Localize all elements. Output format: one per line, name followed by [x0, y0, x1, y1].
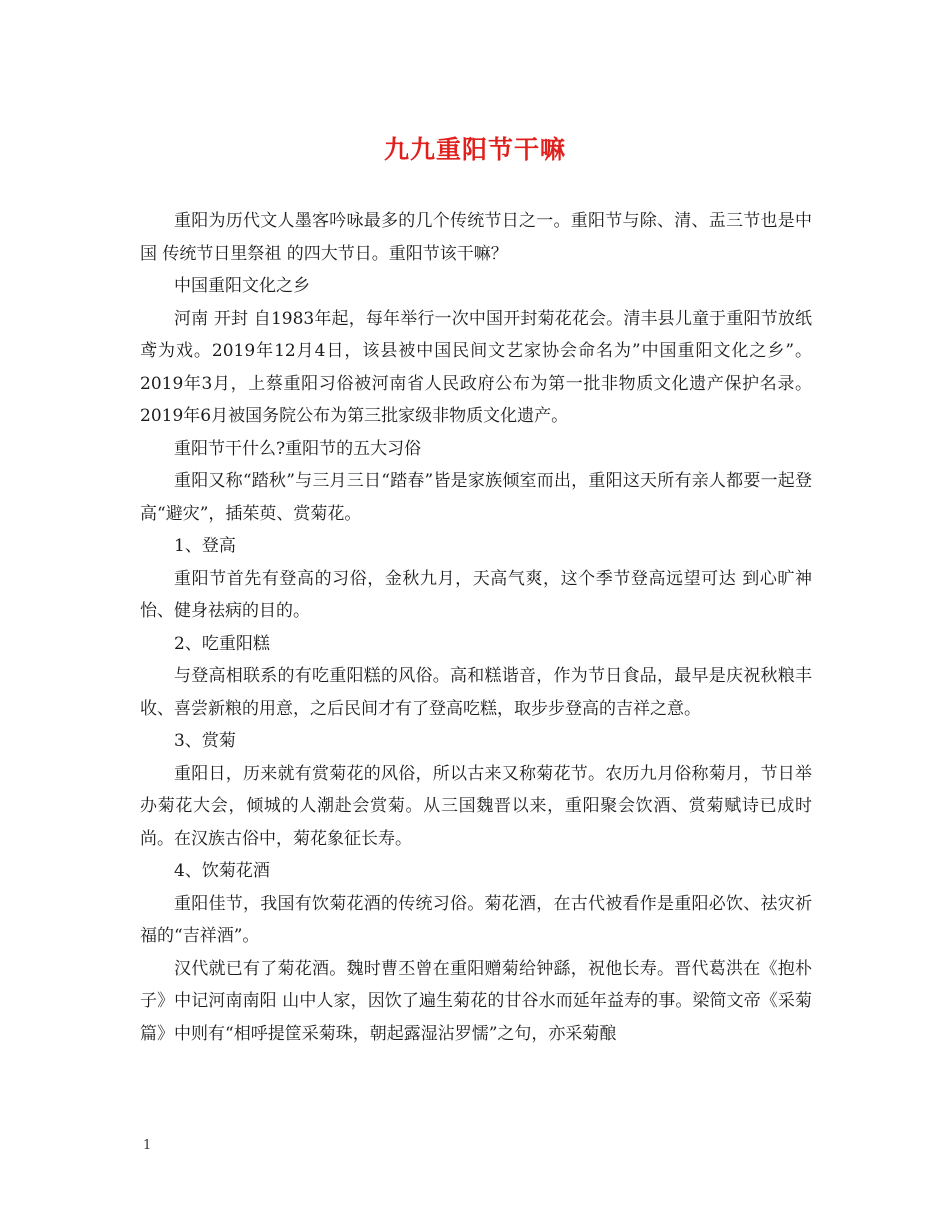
- section-heading: 4、饮菊花酒: [174, 861, 270, 881]
- paragraph: 重阳节首先有登高的习俗，金秋九月，天高气爽，这个季节登高远望可达 到心旷神怡、健身祛病的目的。: [140, 568, 812, 621]
- page-title: 九九重阳节干嘛: [383, 135, 566, 164]
- section-heading: 1、登高: [174, 536, 236, 556]
- paragraph: 重阳又称“踏秋”与三月三日“踏春”皆是家族倾室而出，重阳这天所有亲人都要一起登高“避灾”，插茱萸、赏菊花。: [140, 471, 812, 524]
- section-heading: 2、吃重阳糕: [174, 633, 270, 654]
- section-heading: 3、赏菊: [174, 731, 236, 751]
- paragraph: 重阳佳节，我国有饮菊花酒的传统习俗。菊花酒，在古代被看作是重阳必饮、祛灾祈福的“吉祥酒”。: [140, 893, 812, 946]
- section-heading: 中国重阳文化之乡: [174, 276, 310, 296]
- document-body: [140, 205, 812, 1050]
- page-number: 1: [143, 1138, 152, 1153]
- paragraph: 与登高相联系的有吃重阳糕的风俗。高和糕谐音，作为节日食品，最早是庆祝秋粮丰收、喜尝新粮的用意，之后民间才有了登高吃糕，取步步登高的吉祥之意。: [140, 666, 812, 719]
- paragraph: 汉代就已有了菊花酒。魏时曹丕曾在重阳赠菊给钟繇，祝他长寿。晋代葛洪在《抱朴子》中记河南南阳 山中人家，因饮了遍生菊花的甘谷水而延年益寿的事。梁简文帝《采菊篇》中则有“相呼提筐采菊珠，朝起露湿沾罗懦”之句，亦采菊酿: [140, 958, 812, 1044]
- paragraph: 重阳为历代文人墨客吟咏最多的几个传统节日之一。重阳节与除、清、盂三节也是中国 传统节日里祭祖 的四大节日。重阳节该干嘛？: [140, 211, 812, 264]
- paragraph: 重阳日，历来就有赏菊花的风俗，所以古来又称菊花节。农历九月俗称菊月，节日举办菊花大会，倾城的人潮赴会赏菊。从三国魏晋以来，重阳聚会饮酒、赏菊赋诗已成时尚。在汉族古俗中，菊花象征长寿。: [140, 763, 812, 849]
- paragraph: 河南 开封 自1983年起，每年举行一次中国开封菊花花会。清丰县儿童于重阳节放纸鸢为戏。2019年12月4日，该县被中国民间文艺家协会命名为”中国重阳文化之乡”。2019年3月，上蔡重阳习俗被河南省人民政府公布为第一批非物质文化遗产保护名录。2019年6月被国务院公布为第三批家级非物质文化遗产。: [140, 308, 812, 426]
- section-heading: 重阳节干什么?重阳节的五大习俗: [174, 438, 422, 459]
